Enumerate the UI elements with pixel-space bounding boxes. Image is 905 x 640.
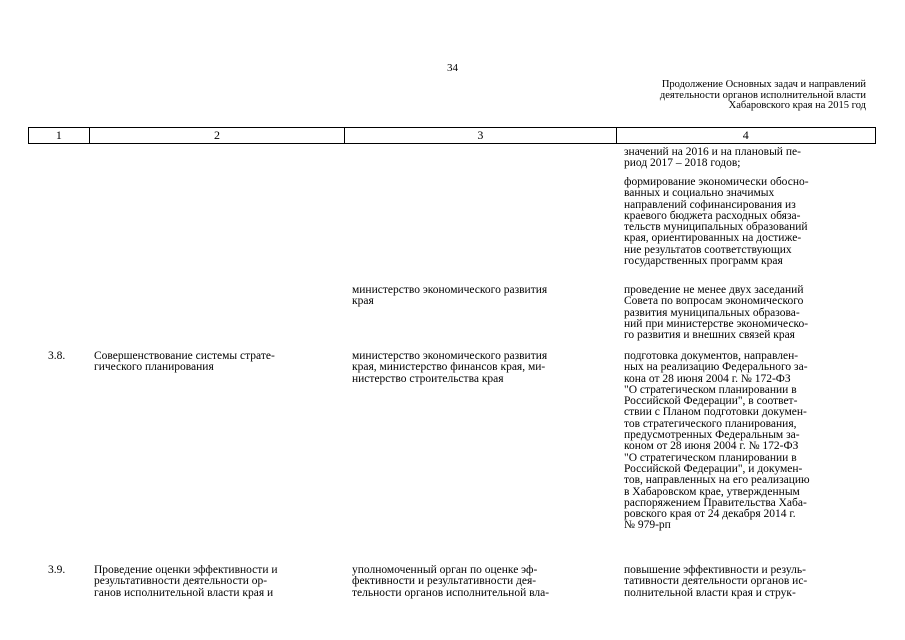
row1-col3: министерство экономического развития края — [352, 284, 548, 308]
continuation-heading-text: Продолжение Основных задач и направлений деятельности органов исполнительной власти Хабаровского края на 2015 год — [659, 79, 866, 111]
header-col-2: 2 — [90, 128, 345, 143]
table-header-row — [28, 127, 876, 144]
row2-number: 3.8. — [48, 350, 66, 362]
row2-executors: министерство экономического развития края, министерство финансов края, ми- нистерство строительства края — [352, 350, 548, 385]
header-col-3: 3 — [345, 128, 616, 143]
row3-number: 3.9. — [48, 564, 66, 576]
header-col-4: 4 — [742, 128, 749, 142]
header-col-1: 1 — [29, 128, 90, 143]
row1-col4: проведение не менее двух заседаний Совета по вопросам экономического развития муниципальных образова- ний при министерстве экономическо- го развития и внешних связей края — [624, 284, 809, 342]
page-number: 34 — [447, 62, 458, 74]
row0-col4-part-b: формирование экономически обосно- ванных и социально значимых направлений софинансирования из краевого бюджета расходных обяза- тельств муниципальных образований края, ориентированных на достиже- ние результатов соответствующих государственных программ края — [624, 176, 809, 268]
row3-direction: повышение эффективности и резуль- тативности деятельности органов ис- полнительной власти края и струк- — [624, 564, 808, 599]
row3-executors: уполномоченный орган по оценке эф- фективности и результативности дея- тельности органов исполнительной вла- — [352, 564, 550, 599]
row0-col4-part-a: значений на 2016 и на плановый пе- риод 2017 – 2018 годов; — [624, 146, 801, 170]
continuation-heading — [560, 80, 866, 112]
row2-task: Совершенствование системы страте- гического планирования — [94, 350, 275, 374]
row2-direction: подготовка документов, направлен- ных на реализацию Федерального за- кона от 28 июня 2004 г. № 172-ФЗ "О стратегическом планировании в Российской Федерации", в соответ- ствии с Планом подготовки докумен- тов стратегического планирования, предусмотренных Федеральным за- коном от 28 июня 2004 г. № 172-ФЗ "О стратегическом планировании в Российской Федерации", и докумен- тов, направленных на его реализацию в Хабаровском крае, утвержденным распоряжением Правительства Хаба- ровского края от 24 декабря 2014 г. № 979-рп — [624, 350, 810, 532]
row3-task: Проведение оценки эффективности и результативности деятельности ор- ганов исполнительной власти края и — [94, 564, 278, 599]
